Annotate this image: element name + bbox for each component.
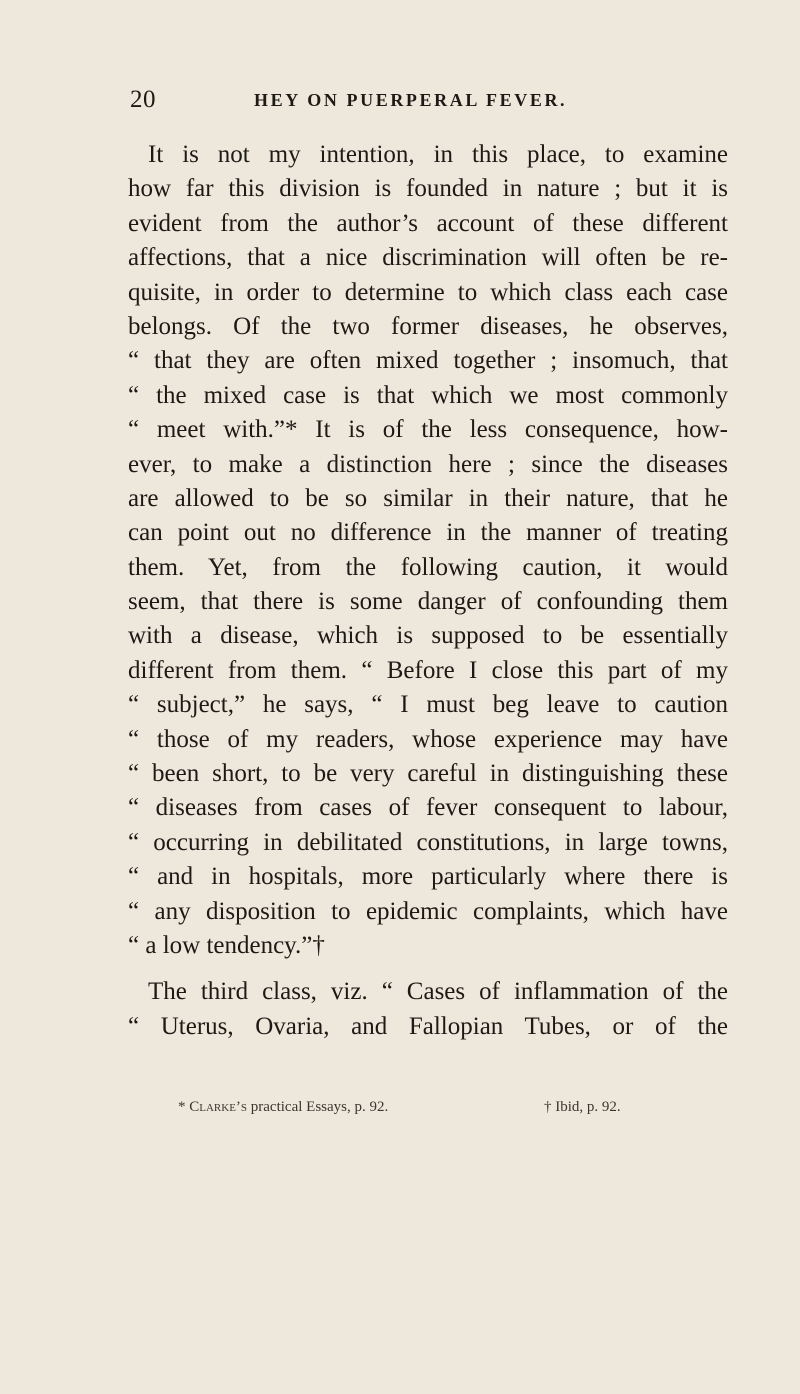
page-number: 20 xyxy=(130,86,156,113)
text-line: “ the mixed case is that which we most commonly xyxy=(128,381,728,409)
text-line: are allowed to be so similar in their nature, that he xyxy=(128,484,728,512)
footnote-source: practical Essays, p. 92. xyxy=(247,1099,389,1115)
text-line: It is not my intention, in this place, to examine xyxy=(148,141,728,168)
footnote-marker: * xyxy=(178,1099,186,1115)
footnote-ibid: † Ibid, p. 92. xyxy=(544,1099,621,1115)
text-line: ever, to make a distinction here ; since the diseases xyxy=(128,450,728,478)
text-line: them. Yet, from the following caution, it would xyxy=(128,553,728,581)
text-line: “ a low tendency.”† xyxy=(128,931,325,959)
text-line: “ diseases from cases of fever consequent to labour, xyxy=(128,794,728,822)
running-title: HEY ON PUERPERAL FEVER. xyxy=(254,90,568,110)
body-text xyxy=(128,138,728,1044)
footnote-author: Clarke’s xyxy=(189,1099,248,1115)
text-line: with a disease, which is supposed to be essentially xyxy=(128,622,728,650)
text-line: “ those of my readers, whose experience may have xyxy=(128,725,728,753)
text-line: “ Uterus, Ovaria, and Fallopian Tubes, or of the xyxy=(128,1012,728,1040)
text-line: “ any disposition to epidemic complaints, which have xyxy=(128,897,728,925)
text-line: The third class, viz. “ Cases of inflammation of the xyxy=(148,978,728,1006)
text-line: how far this division is founded in nature ; but it is xyxy=(128,175,728,203)
text-line: evident from the author’s account of these different xyxy=(128,209,728,237)
text-line: “ that they are often mixed together ; insomuch, that xyxy=(128,347,728,375)
text-line: affections, that a nice discrimination will often be re- xyxy=(128,244,728,272)
text-line: “ occurring in debilitated constitutions, in large towns, xyxy=(128,828,728,856)
footnotes xyxy=(178,1097,738,1119)
text-line: “ and in hospitals, more particularly where there is xyxy=(128,863,728,891)
text-line: belongs. Of the two former diseases, he observes, xyxy=(128,312,728,340)
text-line: quisite, in order to determine to which class each case xyxy=(128,278,728,306)
text-line: “ meet with.”* It is of the less consequence, how- xyxy=(128,416,728,444)
text-line: seem, that there is some danger of confounding them xyxy=(128,588,728,616)
footnote-clarke xyxy=(178,1097,388,1117)
text-line: “ been short, to be very careful in distinguishing these xyxy=(128,760,728,788)
paragraph-gap xyxy=(128,963,728,975)
text-line: different from them. “ Before I close this part of my xyxy=(128,656,728,684)
text-line: “ subject,” he says, “ I must beg leave to caution xyxy=(128,691,728,719)
text-line: can point out no difference in the manner of treating xyxy=(128,519,728,547)
running-head xyxy=(130,86,730,116)
